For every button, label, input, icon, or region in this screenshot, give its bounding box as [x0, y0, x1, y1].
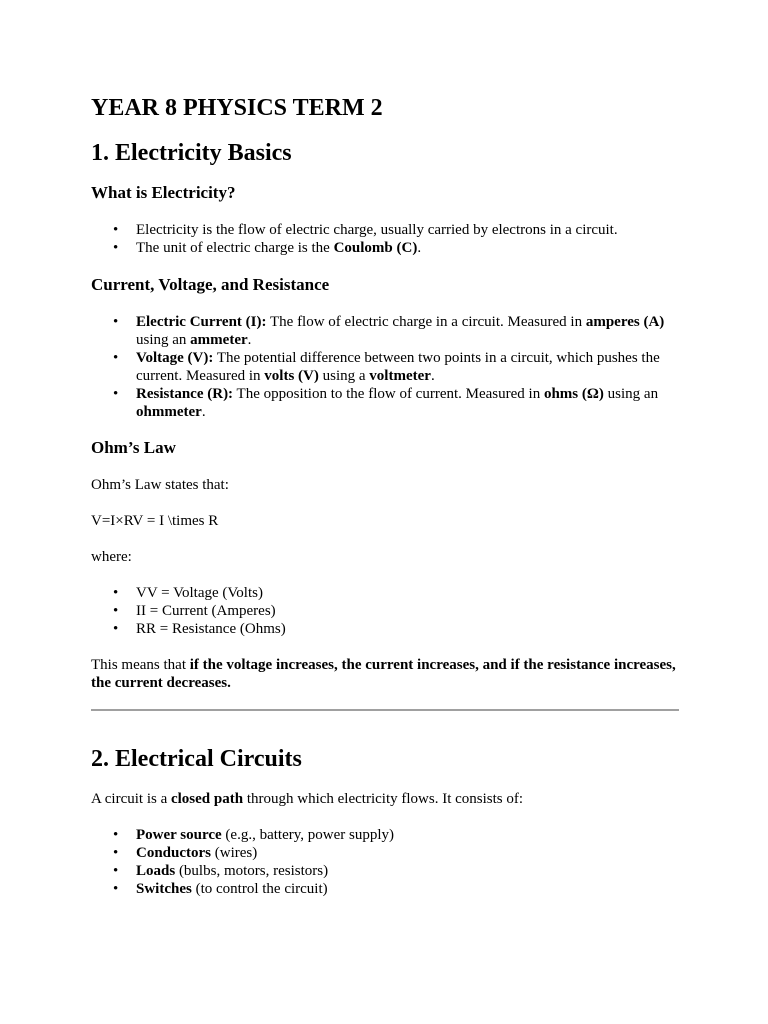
connector-text: using an: [603, 386, 659, 402]
ohms-law-formula: V=I×RV = I \times R: [91, 513, 219, 529]
subheading-current-voltage-resistance: Current, Voltage, and Resistance: [91, 275, 330, 294]
list-item-switches: [91, 880, 681, 898]
list-item-resistance: [91, 385, 681, 421]
list-item: [91, 221, 681, 239]
term-label: Resistance (R):: [136, 386, 234, 402]
bullet-text: Electricity is the flow of electric charge, usually carried by electrons in a circuit.: [136, 222, 618, 238]
ohm-meaning-paragraph: [91, 656, 681, 692]
component-term: Loads: [136, 863, 176, 879]
end-punct: .: [201, 404, 206, 420]
list-item: • II = Current (Amperes): [91, 602, 681, 620]
component-term: Power source: [136, 827, 222, 843]
meter-term: ohmmeter: [136, 404, 202, 420]
list-item: • VV = Voltage (Volts): [91, 584, 681, 602]
where-text: where:: [91, 549, 132, 565]
list-item: [91, 239, 681, 257]
connector-text: using a: [318, 368, 370, 384]
list-item-loads: [91, 862, 681, 880]
list-item-current: [91, 313, 681, 349]
meaning-lead: This means that: [91, 657, 190, 673]
document-title: YEAR 8 PHYSICS TERM 2: [91, 95, 383, 121]
list-item-power-source: [91, 826, 681, 844]
definition-text: The flow of electric charge in a circuit. Measured in: [266, 314, 586, 330]
intro-bold: closed path: [170, 791, 244, 807]
cvr-list: [91, 313, 681, 421]
list-item: • RR = Resistance (Ohms): [91, 620, 681, 638]
component-desc: (bulbs, motors, resistors): [175, 863, 329, 879]
component-desc: (to control the circuit): [191, 881, 328, 897]
meter-term: voltmeter: [369, 368, 431, 384]
definition-text: The opposition to the flow of current. Measured in: [233, 386, 544, 402]
component-desc: (e.g., battery, power supply): [221, 827, 394, 843]
unit-term: ohms (Ω): [543, 386, 604, 402]
meter-term: ammeter: [190, 332, 248, 348]
ohms-law-intro: Ohm’s Law states that:: [91, 477, 229, 493]
end-punct: .: [430, 368, 435, 384]
bullet-text: The unit of electric charge is the: [136, 240, 334, 256]
connector-text: using an: [136, 332, 191, 348]
section-heading-electrical-circuits: 2. Electrical Circuits: [91, 746, 302, 772]
bullet-text-end: .: [417, 240, 422, 256]
term-label: Voltage (V):: [136, 350, 214, 366]
intro-lead: A circuit is a: [91, 791, 171, 807]
intro-tail: through which electricity flows. It consists of:: [243, 791, 524, 807]
subheading-what-is-electricity: What is Electricity?: [91, 183, 236, 202]
unit-term: amperes (A): [585, 314, 665, 330]
list-item-voltage: [91, 349, 681, 385]
section-divider: [91, 709, 679, 711]
circuit-intro: [91, 790, 681, 808]
list-item-conductors: [91, 844, 681, 862]
component-term: Switches: [136, 881, 192, 897]
component-desc: (wires): [211, 845, 258, 861]
bold-term: Coulomb (C): [333, 240, 418, 256]
circuit-components-list: [91, 826, 681, 898]
meaning-bold: if the voltage increases, the current increases, and if the resistance increases, the current decreases.: [91, 657, 676, 691]
what-is-electricity-list: [91, 221, 681, 257]
section-heading-electricity-basics: 1. Electricity Basics: [91, 140, 292, 166]
unit-term: volts (V): [264, 368, 319, 384]
ohm-variables-list: [91, 584, 681, 638]
subheading-ohms-law: Ohm’s Law: [91, 438, 176, 457]
definition-text: The potential difference between two points in a circuit, which pushes the current. Measured in: [136, 350, 660, 384]
term-label: Electric Current (I):: [136, 314, 267, 330]
component-term: Conductors: [136, 845, 212, 861]
end-punct: .: [247, 332, 252, 348]
